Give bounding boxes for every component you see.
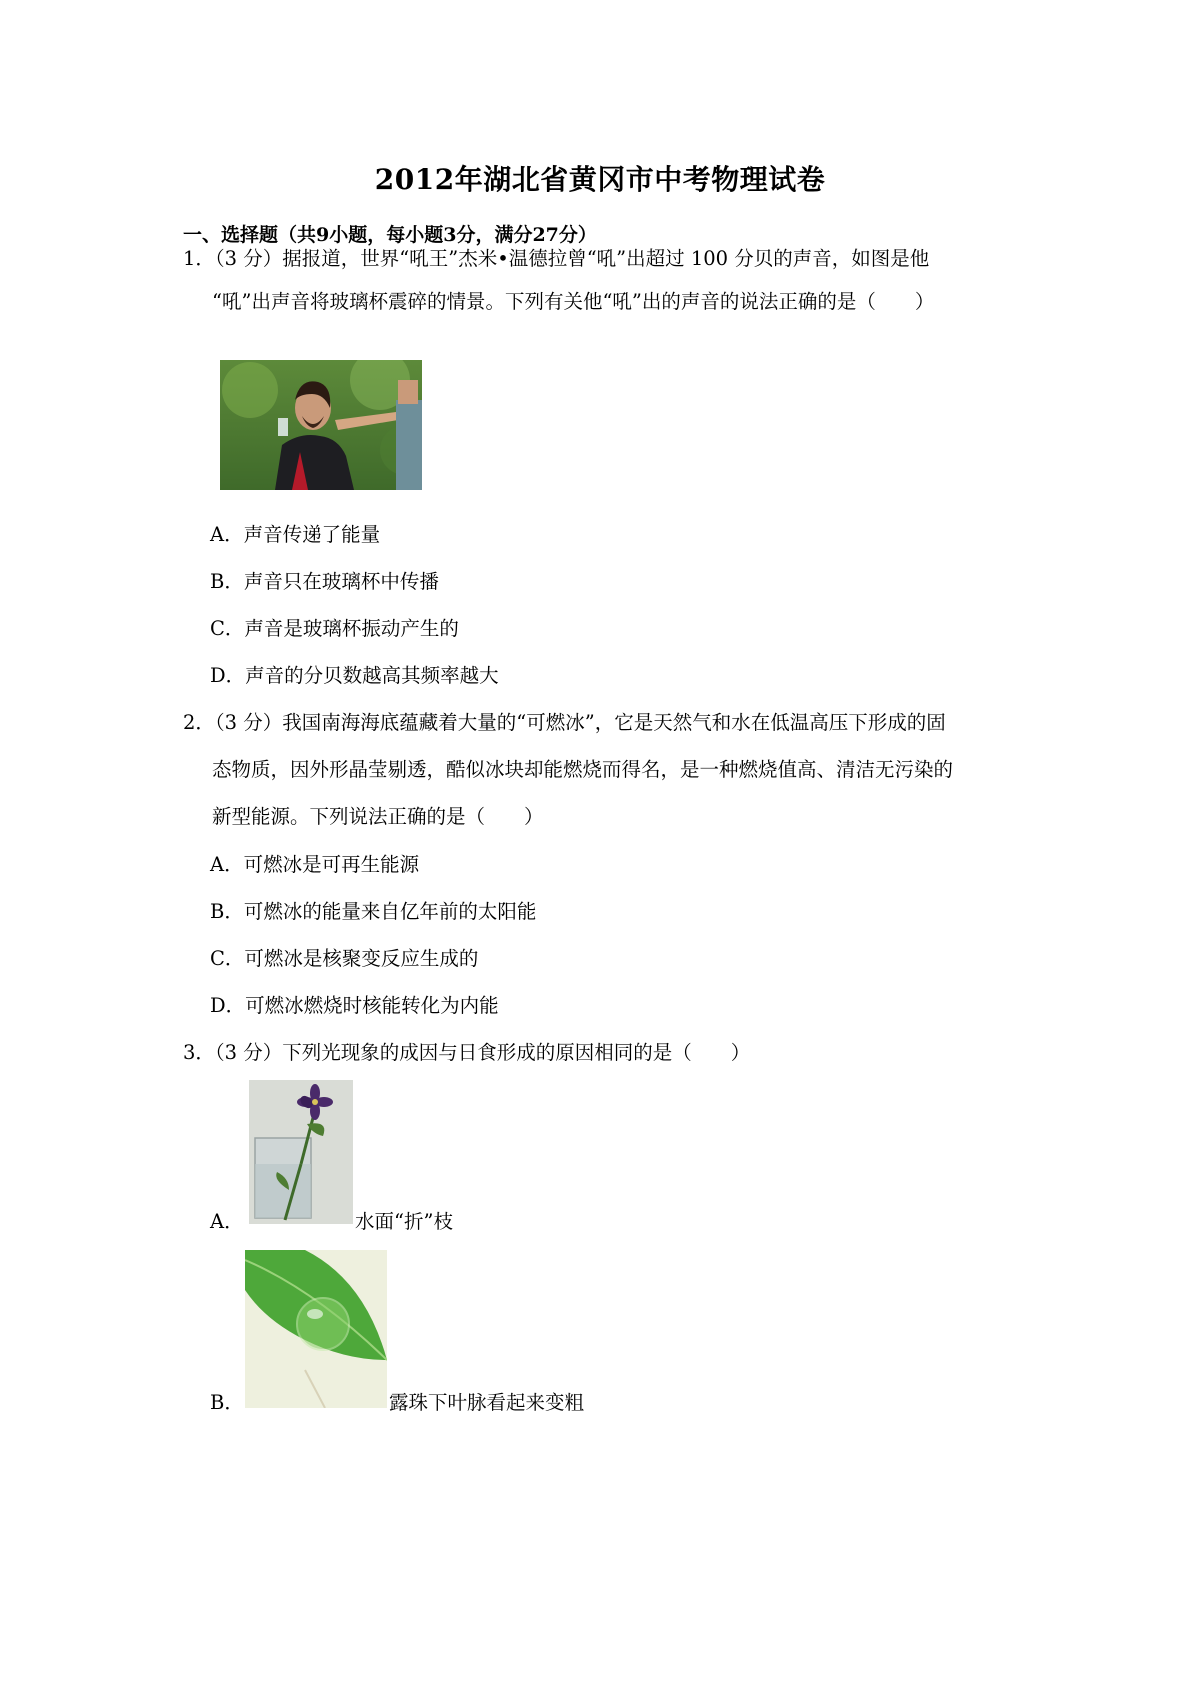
q1-line-2: “吼”出声音将玻璃杯震碎的情景。下列有关他“吼”出的声音的说法正确的是（ ） — [212, 290, 935, 313]
q2-option-c: C．可燃冰是核聚变反应生成的 — [210, 947, 479, 970]
q2-line-3: 新型能源。下列说法正确的是（ ） — [212, 805, 544, 828]
q3-option-b-letter: B． — [210, 1391, 244, 1414]
q1-option-b: B．声音只在玻璃杯中传播 — [210, 570, 439, 593]
q3-line-1: 3．（3 分）下列光现象的成因与日食形成的原因相同的是（ ） — [183, 1041, 751, 1064]
q1-option-c: C．声音是玻璃杯振动产生的 — [210, 617, 459, 640]
q3-photo-dewdrop-on-leaf — [245, 1250, 387, 1408]
q3-option-b-caption: 露珠下叶脉看起来变粗 — [389, 1391, 585, 1414]
q2-line-2: 态物质，因外形晶莹剔透，酷似冰块却能燃烧而得名，是一种燃烧值高、清洁无污染的 — [212, 758, 954, 781]
q2-option-b: B．可燃冰的能量来自亿年前的太阳能 — [210, 900, 537, 923]
q1-line-1: 1．（3 分）据报道，世界“吼王”杰米•温德拉曾“吼”出超过 100 分贝的声音，如图是他 — [183, 247, 930, 270]
q2-line-1: 2．（3 分）我国南海海底蕴藏着大量的“可燃冰”，它是天然气和水在低温高压下形成的固 — [183, 711, 946, 734]
exam-title: 2012年湖北省黄冈市中考物理试卷 — [374, 163, 826, 196]
q2-option-a: A．可燃冰是可再生能源 — [210, 853, 420, 876]
section-heading: 一、选择题（共9小题，每小题3分，满分27分） — [183, 224, 597, 246]
q2-option-d: D．可燃冰燃烧时核能转化为内能 — [210, 994, 499, 1017]
q3-option-a-caption: 水面“折”枝 — [355, 1210, 453, 1233]
q1-option-a: A．声音传递了能量 — [210, 523, 381, 546]
q1-photo-man-shouting — [220, 360, 422, 490]
q3-photo-flower-in-water — [249, 1080, 353, 1224]
q3-option-a-letter: A． — [210, 1210, 244, 1233]
q1-option-d: D．声音的分贝数越高其频率越大 — [210, 664, 499, 687]
